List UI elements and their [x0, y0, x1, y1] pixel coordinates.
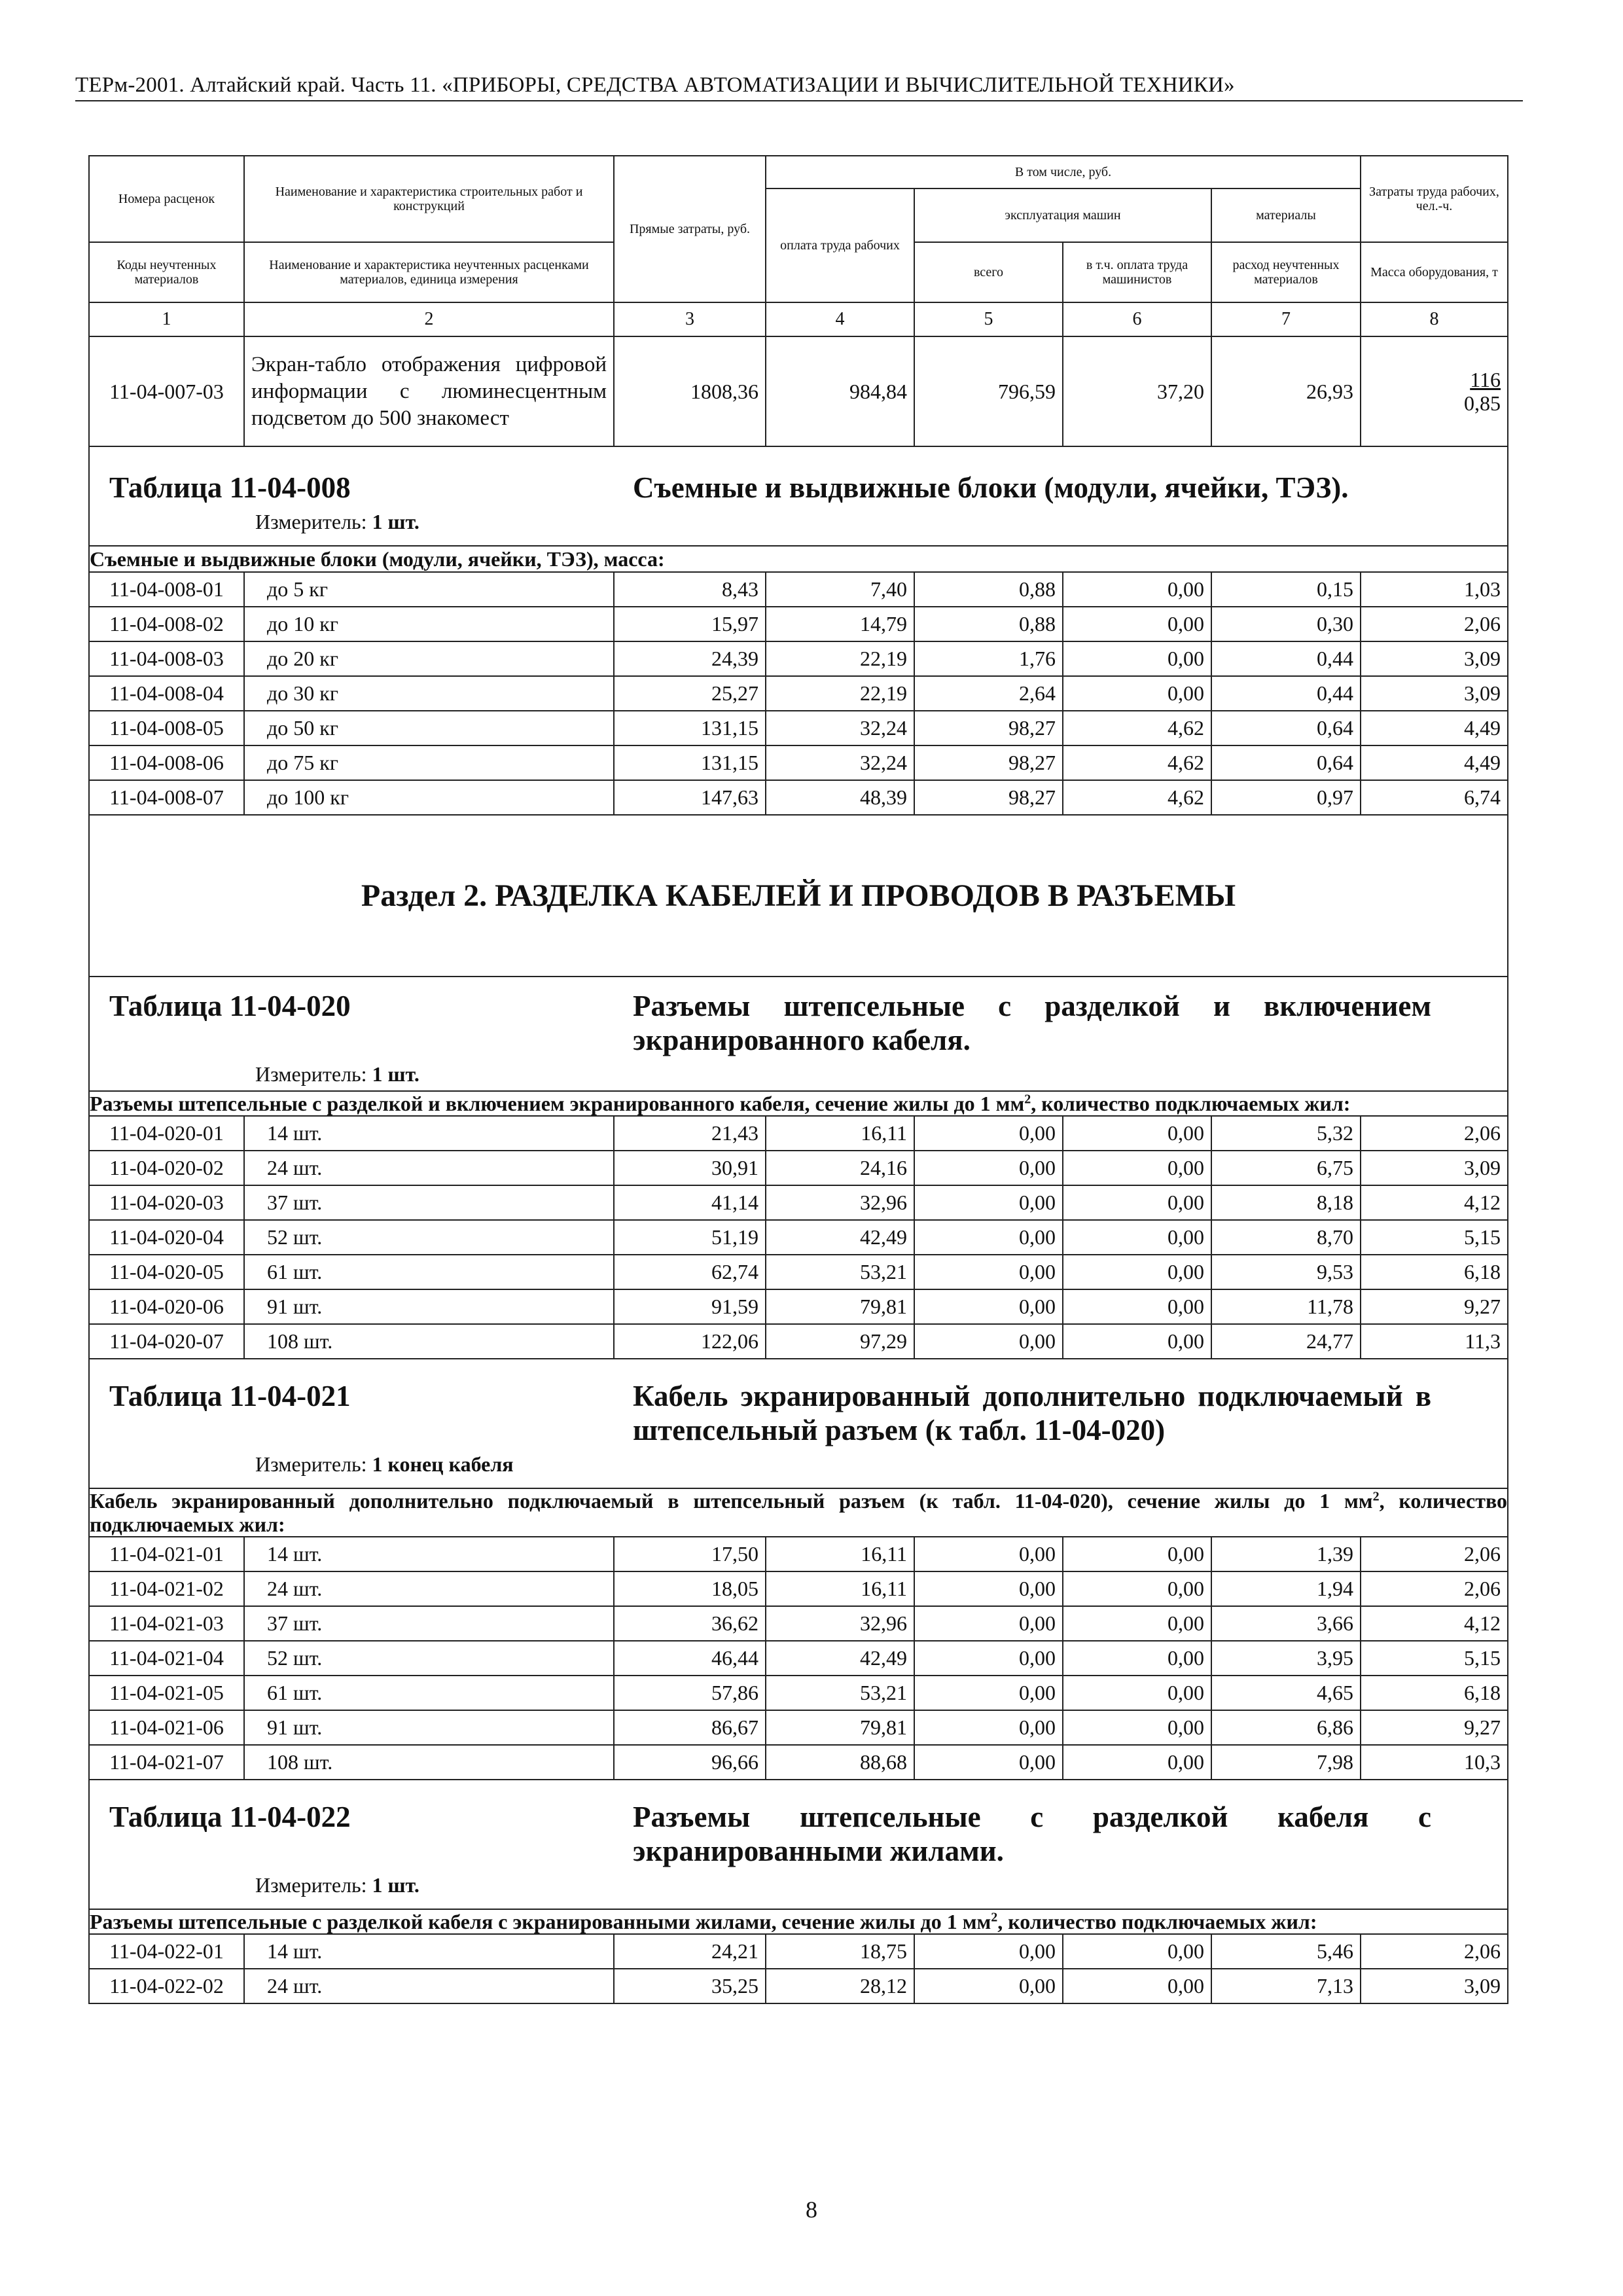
labor-cost: 14,79 [766, 607, 914, 641]
rate-name: до 10 кг [244, 607, 614, 641]
materials-cost: 9,53 [1211, 1255, 1361, 1289]
direct-cost: 18,05 [614, 1571, 766, 1606]
labor-cost: 42,49 [766, 1641, 914, 1676]
materials-cost: 0,30 [1211, 607, 1361, 641]
equipment-mass: 3,09 [1361, 1151, 1508, 1185]
rates-table [88, 155, 1508, 2004]
machines-cost: 0,00 [914, 1116, 1063, 1151]
materials-cost: 1,94 [1211, 1571, 1361, 1606]
table-body-008 [89, 572, 1508, 815]
rate-code: 11-04-008-04 [89, 676, 244, 711]
direct-cost: 8,43 [614, 572, 766, 607]
machinist-cost: 0,00 [1063, 1289, 1211, 1324]
materials-cost: 0,64 [1211, 711, 1361, 745]
materials-cost: 5,46 [1211, 1934, 1361, 1969]
section-title: Раздел 2. РАЗДЕЛКА КАБЕЛЕЙ И ПРОВОДОВ В РАЗЪЕМЫ [361, 878, 1236, 913]
direct-cost: 35,25 [614, 1969, 766, 2003]
header-materials: материалы [1211, 188, 1361, 242]
page-header: ТЕРм-2001. Алтайский край. Часть 11. «ПРИБОРЫ, СРЕДСТВА АВТОМАТИЗАЦИИ И ВЫЧИСЛИТЕЛЬНОЙ ТЕХНИКИ» [75, 73, 1523, 101]
rate-code: 11-04-008-05 [89, 711, 244, 745]
rate-code: 11-04-022-02 [89, 1969, 244, 2003]
equipment-mass: 1,03 [1361, 572, 1508, 607]
rate-code: 11-04-021-03 [89, 1606, 244, 1641]
table-row [89, 1745, 1508, 1780]
machines-cost: 98,27 [914, 780, 1063, 815]
table-row [89, 1185, 1508, 1220]
rate-name: 61 шт. [244, 1676, 614, 1710]
table-row [89, 641, 1508, 676]
equipment-mass: 6,18 [1361, 1255, 1508, 1289]
header-works: Наименование и характеристика строительных работ и конструкций [244, 156, 614, 242]
table-description: Разъемы штепсельные с разделкой кабеля с экранированными жилами. [633, 1801, 1431, 1867]
equipment-mass: 2,06 [1361, 1934, 1508, 1969]
labor-cost: 16,11 [766, 1116, 914, 1151]
materials-cost: 0,97 [1211, 780, 1361, 815]
table-row [89, 745, 1508, 780]
machines-cost: 0,00 [914, 1255, 1063, 1289]
equipment-mass: 11,3 [1361, 1324, 1508, 1359]
direct-cost: 1808,36 [614, 336, 766, 446]
materials-cost: 24,77 [1211, 1324, 1361, 1359]
table-caption-row [89, 1488, 1508, 1537]
rate-name: 24 шт. [244, 1571, 614, 1606]
rate-name: 52 шт. [244, 1641, 614, 1676]
rate-code: 11-04-020-03 [89, 1185, 244, 1220]
col-number: 4 [766, 302, 914, 336]
labor-cost: 88,68 [766, 1745, 914, 1780]
rate-name: 91 шт. [244, 1710, 614, 1745]
table-description: Съемные и выдвижные блоки (модули, ячейки, ТЭЗ). [633, 471, 1349, 504]
table-row [89, 336, 1508, 446]
header-material-codes: Коды неучтенных материалов [89, 242, 244, 302]
table-description: Разъемы штепсельные с разделкой и включением экранированного кабеля. [633, 990, 1431, 1056]
machines-cost: 0,00 [914, 1571, 1063, 1606]
rate-name: до 5 кг [244, 572, 614, 607]
rate-code: 11-04-021-05 [89, 1676, 244, 1710]
equipment-mass: 2,06 [1361, 1571, 1508, 1606]
machinist-cost: 0,00 [1063, 1537, 1211, 1571]
table-heading-row [89, 446, 1508, 546]
equipment-mass: 4,12 [1361, 1606, 1508, 1641]
measurer: Измеритель: 1 конец кабеля [255, 1452, 514, 1476]
direct-cost: 30,91 [614, 1151, 766, 1185]
table-caption: Разъемы штепсельные с разделкой кабеля с экранированными жилами, сечение жилы до 1 $мм^2$, количество подключаемых жил: [90, 1910, 1317, 1933]
table-caption-row [89, 546, 1508, 572]
equipment-mass: 9,27 [1361, 1289, 1508, 1324]
rate-name: до 50 кг [244, 711, 614, 745]
machinist-cost: 0,00 [1063, 1710, 1211, 1745]
header-codes: Номера расценок [89, 156, 244, 242]
direct-cost: 147,63 [614, 780, 766, 815]
rate-code: 11-04-020-05 [89, 1255, 244, 1289]
table-row [89, 711, 1508, 745]
machinist-cost: 0,00 [1063, 641, 1211, 676]
rate-name: до 100 кг [244, 780, 614, 815]
rate-code: 11-04-021-02 [89, 1571, 244, 1606]
machinist-cost: 0,00 [1063, 607, 1211, 641]
equipment-mass: 6,18 [1361, 1676, 1508, 1710]
machines-cost: 0,00 [914, 1710, 1063, 1745]
machinist-cost: 4,62 [1063, 780, 1211, 815]
materials-cost: 0,44 [1211, 676, 1361, 711]
direct-cost: 91,59 [614, 1289, 766, 1324]
table-caption: Кабель экранированный дополнительно подключаемый в штепсельный разъем (к табл. 11-04-020), сечение жилы до 1 $мм^2$, количество подключаемых жил: [90, 1489, 1508, 1536]
rate-name: до 75 кг [244, 745, 614, 780]
rate-name: до 20 кг [244, 641, 614, 676]
machinist-cost: 0,00 [1063, 1969, 1211, 2003]
table-caption: Съемные и выдвижные блоки (модули, ячейки, ТЭЗ), масса: [89, 546, 1508, 572]
rate-name: 37 шт. [244, 1606, 614, 1641]
equipment-mass: 3,09 [1361, 1969, 1508, 2003]
table-row [89, 780, 1508, 815]
machines-cost: 0,00 [914, 1324, 1063, 1359]
rate-code: 11-04-008-02 [89, 607, 244, 641]
machinist-cost: 0,00 [1063, 572, 1211, 607]
rate-code: 11-04-021-04 [89, 1641, 244, 1676]
table-heading-row [89, 977, 1508, 1091]
labor-cost: 28,12 [766, 1969, 914, 2003]
header-labor-pay: оплата труда рабочих [766, 188, 914, 302]
equipment-mass: 2,06 [1361, 607, 1508, 641]
machinist-cost: 0,00 [1063, 1324, 1211, 1359]
col-number: 1 [89, 302, 244, 336]
direct-cost: 62,74 [614, 1255, 766, 1289]
labor-cost: 97,29 [766, 1324, 914, 1359]
machines-cost: 0,00 [914, 1934, 1063, 1969]
machines-cost: 0,88 [914, 572, 1063, 607]
direct-cost: 15,97 [614, 607, 766, 641]
machinist-cost: 0,00 [1063, 1676, 1211, 1710]
table-row [89, 1969, 1508, 2003]
direct-cost: 21,43 [614, 1116, 766, 1151]
rate-name: 91 шт. [244, 1289, 614, 1324]
direct-cost: 46,44 [614, 1641, 766, 1676]
direct-cost: 57,86 [614, 1676, 766, 1710]
table-body-020 [89, 1116, 1508, 1359]
machines-cost: 0,00 [914, 1641, 1063, 1676]
table-row [89, 1151, 1508, 1185]
rate-name: 37 шт. [244, 1185, 614, 1220]
table-heading-row [89, 1359, 1508, 1488]
header-numbers-row [89, 302, 1508, 336]
machines-cost: 98,27 [914, 711, 1063, 745]
rate-code: 11-04-020-06 [89, 1289, 244, 1324]
materials-cost: 11,78 [1211, 1289, 1361, 1324]
machines-cost: 0,00 [914, 1676, 1063, 1710]
machines-cost: 0,00 [914, 1185, 1063, 1220]
machinist-cost: 37,20 [1063, 336, 1211, 446]
machines-cost: 0,00 [914, 1151, 1063, 1185]
col-number: 5 [914, 302, 1063, 336]
equipment-mass: 5,15 [1361, 1641, 1508, 1676]
table-row [89, 1641, 1508, 1676]
table-row [89, 1571, 1508, 1606]
header-machines: эксплуатация машин [914, 188, 1211, 242]
rate-name: 24 шт. [244, 1151, 614, 1185]
measurer: Измеритель: 1 шт. [255, 1873, 419, 1897]
machinist-cost: 0,00 [1063, 1255, 1211, 1289]
rate-code: 11-04-008-01 [89, 572, 244, 607]
rate-code: 11-04-021-06 [89, 1710, 244, 1745]
rate-name: 14 шт. [244, 1116, 614, 1151]
table-heading-row [89, 1780, 1508, 1909]
header-row-1 [89, 156, 1508, 188]
rate-name: 14 шт. [244, 1537, 614, 1571]
rate-code: 11-04-021-01 [89, 1537, 244, 1571]
rate-name: 108 шт. [244, 1745, 614, 1780]
machines-cost: 796,59 [914, 336, 1063, 446]
direct-cost: 24,39 [614, 641, 766, 676]
materials-cost: 0,15 [1211, 572, 1361, 607]
machines-cost: 0,88 [914, 607, 1063, 641]
labor-cost: 32,96 [766, 1606, 914, 1641]
machines-cost: 2,64 [914, 676, 1063, 711]
table-row [89, 1710, 1508, 1745]
header-equipment-mass: Масса оборудования, т [1361, 242, 1508, 302]
materials-cost: 0,64 [1211, 745, 1361, 780]
materials-cost: 1,39 [1211, 1537, 1361, 1571]
table-row [89, 1676, 1508, 1710]
table-description: Кабель экранированный дополнительно подключаемый в штепсельный разъем (к табл. 11-04-020) [633, 1380, 1431, 1446]
table-code: Таблица 11-04-022 [109, 1801, 351, 1833]
direct-cost: 86,67 [614, 1710, 766, 1745]
header-material-names: Наименование и характеристика неучтенных расценками материалов, единица измерения [244, 242, 614, 302]
machines-cost: 0,00 [914, 1606, 1063, 1641]
equipment-mass: 4,49 [1361, 711, 1508, 745]
col-number: 8 [1361, 302, 1508, 336]
machinist-cost: 0,00 [1063, 1606, 1211, 1641]
equipment-mass: 6,74 [1361, 780, 1508, 815]
materials-cost: 0,44 [1211, 641, 1361, 676]
rate-code: 11-04-020-01 [89, 1116, 244, 1151]
table-row [89, 1116, 1508, 1151]
rate-code: 11-04-020-04 [89, 1220, 244, 1255]
materials-cost: 26,93 [1211, 336, 1361, 446]
labor-cost: 16,11 [766, 1537, 914, 1571]
section-row [89, 815, 1508, 977]
rate-name: до 30 кг [244, 676, 614, 711]
table-row [89, 1537, 1508, 1571]
header-including: В том числе, руб. [766, 156, 1361, 188]
rate-name: 52 шт. [244, 1220, 614, 1255]
machinist-cost: 0,00 [1063, 1185, 1211, 1220]
labor-cost: 984,84 [766, 336, 914, 446]
machinist-cost: 0,00 [1063, 1116, 1211, 1151]
direct-cost: 122,06 [614, 1324, 766, 1359]
direct-cost: 51,19 [614, 1220, 766, 1255]
materials-cost: 8,18 [1211, 1185, 1361, 1220]
table-row [89, 1606, 1508, 1641]
table-row [89, 572, 1508, 607]
machinist-cost: 0,00 [1063, 676, 1211, 711]
machines-cost: 98,27 [914, 745, 1063, 780]
measurer: Измеритель: 1 шт. [255, 1062, 419, 1086]
header-materials-use: расход неучтенных материалов [1211, 242, 1361, 302]
table-row [89, 1934, 1508, 1969]
labor-cost: 79,81 [766, 1710, 914, 1745]
direct-cost: 36,62 [614, 1606, 766, 1641]
rate-code: 11-04-007-03 [89, 336, 244, 446]
table-code: Таблица 11-04-021 [109, 1380, 351, 1412]
equipment-mass: 3,09 [1361, 641, 1508, 676]
direct-cost: 17,50 [614, 1537, 766, 1571]
rate-name: 14 шт. [244, 1934, 614, 1969]
rate-name: Экран-табло отображения цифровой информации с люминесцентным подсветом до 500 знакомест [244, 336, 614, 446]
table-code: Таблица 11-04-008 [109, 471, 351, 504]
table-caption-row [89, 1909, 1508, 1934]
header-direct-costs: Прямые затраты, руб. [614, 156, 766, 302]
labor-cost: 24,16 [766, 1151, 914, 1185]
machines-cost: 0,00 [914, 1745, 1063, 1780]
table-code: Таблица 11-04-020 [109, 990, 351, 1022]
direct-cost: 131,15 [614, 745, 766, 780]
labor-cost: 32,96 [766, 1185, 914, 1220]
rate-name: 61 шт. [244, 1255, 614, 1289]
labor-cost: 22,19 [766, 641, 914, 676]
labor-cost: 32,24 [766, 711, 914, 745]
col-number: 7 [1211, 302, 1361, 336]
table-caption: Разъемы штепсельные с разделкой и включением экранированного кабеля, сечение жилы до 1 $мм^2$, количество подключаемых жил: [90, 1092, 1351, 1115]
materials-cost: 4,65 [1211, 1676, 1361, 1710]
rates-table-wrapper [88, 155, 1507, 2004]
labor-cost: 53,21 [766, 1676, 914, 1710]
labor-cost: 7,40 [766, 572, 914, 607]
direct-cost: 41,14 [614, 1185, 766, 1220]
equipment-mass: 4,12 [1361, 1185, 1508, 1220]
table-body-021 [89, 1537, 1508, 1780]
page-number: 8 [806, 2197, 817, 2223]
machinist-cost: 0,00 [1063, 1220, 1211, 1255]
measurer: Измеритель: 1 шт. [255, 510, 419, 533]
col-number: 2 [244, 302, 614, 336]
direct-cost: 131,15 [614, 711, 766, 745]
table-caption-row [89, 1091, 1508, 1116]
table-row [89, 1289, 1508, 1324]
labor-cost: 32,24 [766, 745, 914, 780]
rate-name: 24 шт. [244, 1969, 614, 2003]
labor-cost: 53,21 [766, 1255, 914, 1289]
machinist-cost: 4,62 [1063, 745, 1211, 780]
machines-cost: 0,00 [914, 1537, 1063, 1571]
materials-cost: 3,95 [1211, 1641, 1361, 1676]
rate-code: 11-04-020-02 [89, 1151, 244, 1185]
materials-cost: 7,13 [1211, 1969, 1361, 2003]
table-row [89, 1220, 1508, 1255]
labor-cost: 42,49 [766, 1220, 914, 1255]
table-row [89, 1324, 1508, 1359]
equipment-mass: 3,09 [1361, 676, 1508, 711]
machines-cost: 1,76 [914, 641, 1063, 676]
table-row [89, 607, 1508, 641]
machinist-cost: 0,00 [1063, 1571, 1211, 1606]
rate-code: 11-04-008-06 [89, 745, 244, 780]
labor-cost: 79,81 [766, 1289, 914, 1324]
rate-code: 11-04-008-07 [89, 780, 244, 815]
equipment-mass: 0,85 [1464, 391, 1501, 415]
header-labor-hours: Затраты труда рабочих, чел.-ч. [1361, 156, 1508, 242]
machines-cost: 0,00 [914, 1969, 1063, 2003]
direct-cost: 24,21 [614, 1934, 766, 1969]
col-number: 6 [1063, 302, 1211, 336]
equipment-mass: 2,06 [1361, 1537, 1508, 1571]
materials-cost: 3,66 [1211, 1606, 1361, 1641]
table-row [89, 676, 1508, 711]
rate-name: 108 шт. [244, 1324, 614, 1359]
machines-cost: 0,00 [914, 1289, 1063, 1324]
col-number: 3 [614, 302, 766, 336]
machinist-cost: 0,00 [1063, 1745, 1211, 1780]
machinist-cost: 4,62 [1063, 711, 1211, 745]
labor-cost: 48,39 [766, 780, 914, 815]
equipment-mass: 9,27 [1361, 1710, 1508, 1745]
header-machinist-pay: в т.ч. оплата труда машинистов [1063, 242, 1211, 302]
materials-cost: 8,70 [1211, 1220, 1361, 1255]
materials-cost: 7,98 [1211, 1745, 1361, 1780]
table-body-022 [89, 1934, 1508, 2003]
machinist-cost: 0,00 [1063, 1934, 1211, 1969]
materials-cost: 6,86 [1211, 1710, 1361, 1745]
rate-code: 11-04-008-03 [89, 641, 244, 676]
header-machines-total: всего [914, 242, 1063, 302]
table-row [89, 1255, 1508, 1289]
labor-cost: 18,75 [766, 1934, 914, 1969]
direct-cost: 96,66 [614, 1745, 766, 1780]
equipment-mass: 4,49 [1361, 745, 1508, 780]
materials-cost: 6,75 [1211, 1151, 1361, 1185]
materials-cost: 5,32 [1211, 1116, 1361, 1151]
machinist-cost: 0,00 [1063, 1151, 1211, 1185]
rate-code: 11-04-020-07 [89, 1324, 244, 1359]
rate-code: 11-04-022-01 [89, 1934, 244, 1969]
machines-cost: 0,00 [914, 1220, 1063, 1255]
labor-cost: 16,11 [766, 1571, 914, 1606]
rate-code: 11-04-021-07 [89, 1745, 244, 1780]
labor-hours: 116 [1470, 367, 1501, 391]
labor-hours-mass [1361, 336, 1508, 446]
equipment-mass: 5,15 [1361, 1220, 1508, 1255]
machinist-cost: 0,00 [1063, 1641, 1211, 1676]
direct-cost: 25,27 [614, 676, 766, 711]
equipment-mass: 10,3 [1361, 1745, 1508, 1780]
labor-cost: 22,19 [766, 676, 914, 711]
equipment-mass: 2,06 [1361, 1116, 1508, 1151]
